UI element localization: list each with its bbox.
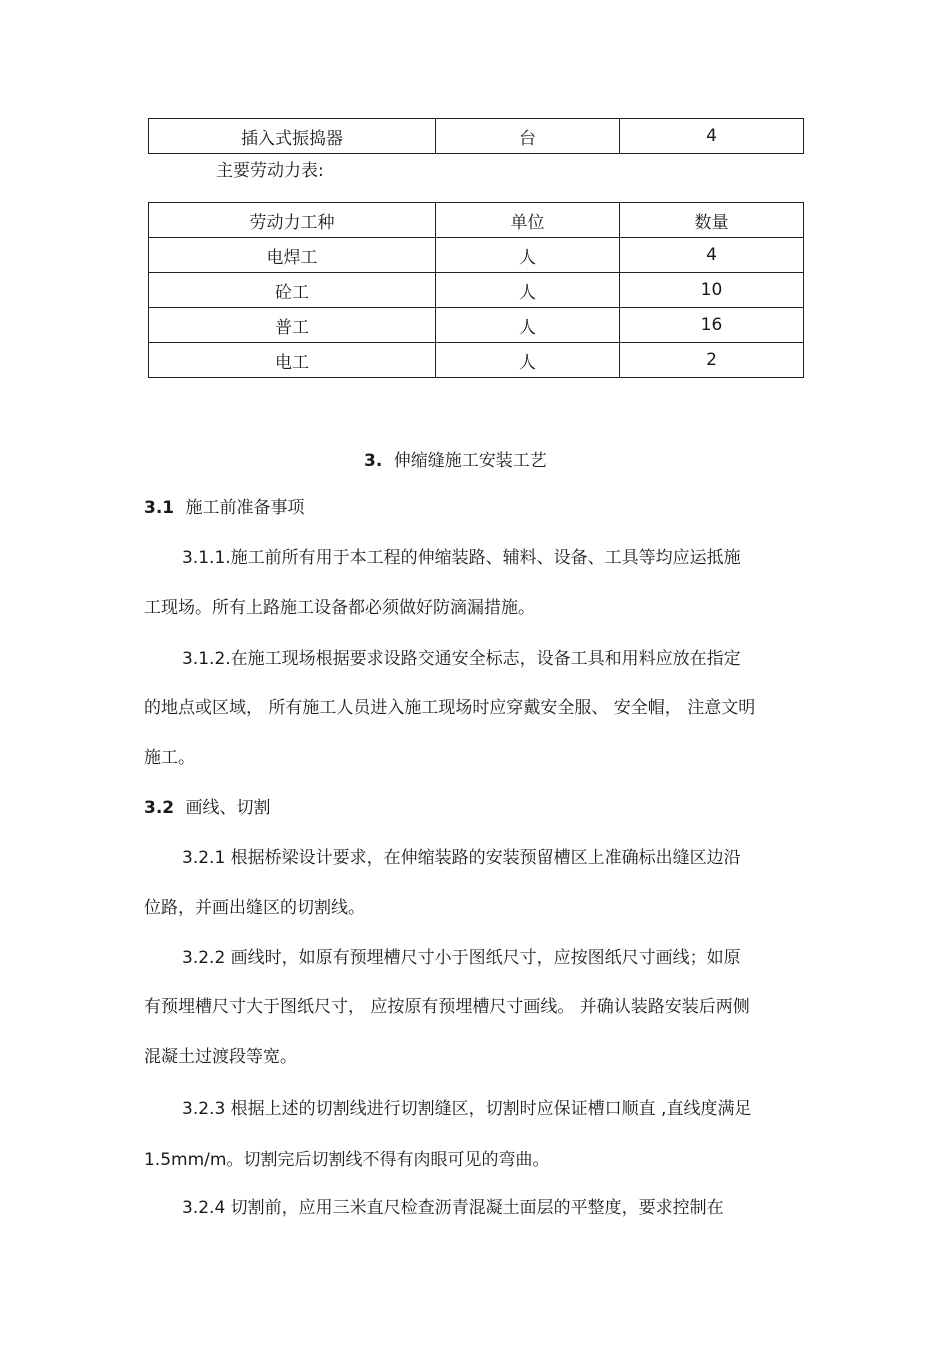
section-number: 3. [364,451,383,471]
table-cell: 人 [436,343,620,378]
subsection-number: 3.2 [144,798,175,818]
table-row [149,238,804,273]
subsection-heading [144,797,271,819]
table-cell: 台 [436,119,620,154]
table-cell: 2 [620,343,804,378]
table-header-cell: 单位 [436,203,620,238]
table-cell: 电焊工 [149,238,436,273]
paragraph-line: 混凝土过渡段等宽。 [144,1047,297,1067]
paragraph-line: 3.1.2.在施工现场根据要求设路交通安全标志，设备工具和用料应放在指定 [182,649,741,669]
subsection-number: 3.1 [144,498,175,518]
subsection-title: 画线、切割 [185,798,271,818]
table-cell: 普工 [149,308,436,343]
table-header-cell: 劳动力工种 [149,203,436,238]
labor-table-caption: 主要劳动力表: [216,161,324,181]
table-cell: 4 [620,238,804,273]
table-row [149,343,804,378]
table-row [149,273,804,308]
paragraph-line: 1.5mm/m。切割完后切割线不得有肉眼可见的弯曲。 [144,1150,550,1170]
paragraph-line: 工现场。所有上路施工设备都必须做好防滴漏措施。 [144,598,535,618]
paragraph-line: 3.2.3 根据上述的切割线进行切割缝区，切割时应保证槽口顺直 ,直线度满足 [182,1099,752,1119]
table-cell: 人 [436,238,620,273]
paragraph-line: 施工。 [144,748,195,768]
table-header-cell: 数量 [620,203,804,238]
table-cell: 16 [620,308,804,343]
table-cell: 人 [436,308,620,343]
section-title: 伸缩缝施工安装工艺 [393,451,547,471]
labor-table [148,202,804,378]
table-row [149,308,804,343]
table-cell: 4 [620,119,804,154]
table-header-row [149,203,804,238]
subsection-title: 施工前准备事项 [185,498,305,518]
paragraph-line: 位路，并画出缝区的切割线。 [144,898,365,918]
table-cell: 电工 [149,343,436,378]
table-cell: 10 [620,273,804,308]
paragraph-line: 的地点或区域， 所有施工人员进入施工现场时应穿戴安全服、 安全帽， 注意文明 [144,698,756,718]
table-cell: 插入式振捣器 [149,119,436,154]
table-cell: 人 [436,273,620,308]
section-heading [364,450,547,472]
paragraph-line: 3.1.1.施工前所有用于本工程的伸缩装路、辅料、设备、工具等均应运抵施 [182,548,741,568]
paragraph-line: 有预埋槽尺寸大于图纸尺寸， 应按原有预埋槽尺寸画线。 并确认装路安装后两侧 [144,997,750,1017]
table-row [149,119,804,154]
subsection-heading [144,497,305,519]
paragraph-line: 3.2.2 画线时，如原有预埋槽尺寸小于图纸尺寸，应按图纸尺寸画线；如原 [182,948,741,968]
table-cell: 砼工 [149,273,436,308]
paragraph-line: 3.2.4 切割前，应用三米直尺检查沥青混凝土面层的平整度，要求控制在 [182,1198,724,1218]
equipment-table [148,118,804,154]
paragraph-line: 3.2.1 根据桥梁设计要求，在伸缩装路的安装预留槽区上准确标出缝区边沿 [182,848,741,868]
